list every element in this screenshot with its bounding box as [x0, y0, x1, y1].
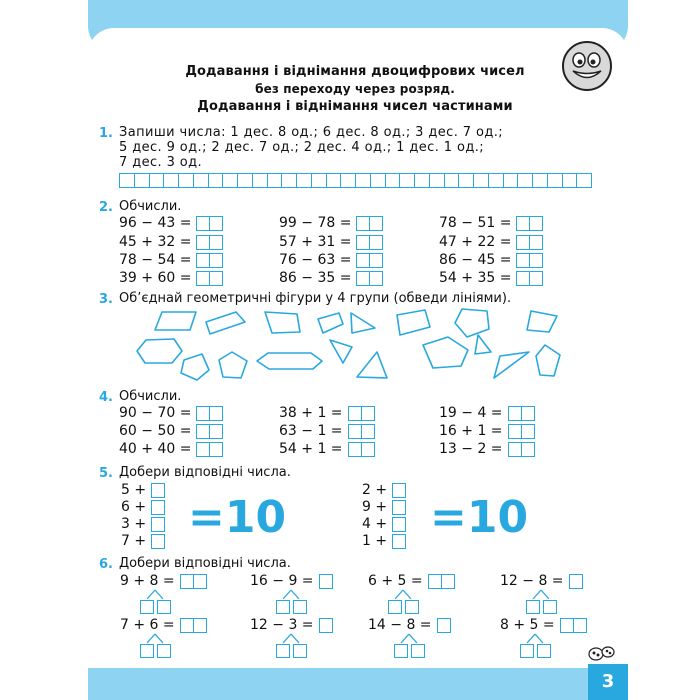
example-row	[439, 405, 534, 421]
expression-text: 1 +	[362, 533, 388, 549]
expression-text: 57 + 31 =	[279, 234, 352, 250]
answer-box-two-digit[interactable]	[516, 235, 542, 250]
answer-box-two-digit[interactable]	[428, 574, 454, 589]
answer-box[interactable]	[437, 618, 451, 633]
example-row	[119, 405, 222, 421]
example-row	[119, 215, 222, 231]
addend-row	[362, 482, 406, 498]
task-6-number: 6.	[99, 557, 113, 572]
decomposition-branch	[520, 634, 550, 644]
part-box[interactable]	[293, 644, 307, 658]
part-box[interactable]	[140, 644, 154, 658]
part-box[interactable]	[388, 600, 402, 614]
part-box[interactable]	[537, 644, 551, 658]
example-row	[279, 252, 382, 268]
answer-box-two-digit[interactable]	[356, 216, 382, 231]
addend-row	[121, 499, 165, 515]
expression-text: 16 + 1 =	[439, 423, 503, 439]
decomposition-branch	[388, 590, 418, 600]
answer-box-two-digit[interactable]	[356, 235, 382, 250]
sum-equals-ten-left: =10	[188, 492, 287, 543]
expression-text: 19 − 4 =	[439, 405, 503, 421]
answer-box-two-digit[interactable]	[348, 406, 374, 421]
answer-box-two-digit[interactable]	[516, 253, 542, 268]
example-row	[279, 270, 382, 286]
answer-box-two-digit[interactable]	[180, 574, 206, 589]
part-box[interactable]	[394, 644, 408, 658]
decomposition-branch	[526, 590, 556, 600]
addend-row	[362, 499, 406, 515]
part-box[interactable]	[293, 600, 307, 614]
expression-text: 14 − 8 =	[368, 617, 432, 633]
addend-row	[362, 533, 406, 549]
expression-text: 54 + 1 =	[279, 441, 343, 457]
answer-box-two-digit[interactable]	[180, 618, 206, 633]
expression-text: 99 − 78 =	[279, 215, 352, 231]
expression-text: 90 − 70 =	[119, 405, 192, 421]
task-5-instruction: Добери відповідні числа.	[119, 465, 291, 480]
task-2-number: 2.	[99, 200, 113, 215]
task-1-line-1: Запиши числа: 1 дес. 8 од.; 6 дес. 8 од.; 3 дес. 7 од.;	[119, 125, 504, 140]
expression-text: 47 + 22 =	[439, 234, 512, 250]
answer-box-two-digit[interactable]	[508, 406, 534, 421]
answer-box-two-digit[interactable]	[356, 253, 382, 268]
expression-text: 12 − 3 =	[250, 617, 314, 633]
sheet	[88, 28, 628, 668]
example-row	[119, 270, 222, 286]
part-box[interactable]	[520, 644, 534, 658]
example-row	[368, 573, 454, 589]
task-1-line-3: 7 дес. 3 од.	[119, 155, 203, 170]
expression-text: 96 − 43 =	[119, 215, 192, 231]
task-5-number: 5.	[99, 466, 113, 481]
part-box[interactable]	[276, 644, 290, 658]
bottom-decor-band	[88, 668, 628, 700]
answer-box[interactable]	[392, 534, 406, 549]
example-row	[439, 441, 534, 457]
example-row	[439, 270, 542, 286]
part-box[interactable]	[157, 600, 171, 614]
answer-box-two-digit[interactable]	[196, 424, 222, 439]
example-row	[250, 617, 333, 633]
decomposition-branch	[140, 590, 170, 600]
example-row	[119, 252, 222, 268]
part-box[interactable]	[276, 600, 290, 614]
task-4-number: 4.	[99, 390, 113, 405]
example-row	[120, 617, 206, 633]
example-row	[279, 405, 374, 421]
answer-box[interactable]	[392, 517, 406, 532]
part-box[interactable]	[543, 600, 557, 614]
answer-box-two-digit[interactable]	[516, 271, 542, 286]
expression-text: 40 + 40 =	[119, 441, 192, 457]
expression-text: 38 + 1 =	[279, 405, 343, 421]
decomposition-branch	[394, 634, 424, 644]
addend-row	[121, 516, 165, 532]
part-box[interactable]	[405, 600, 419, 614]
example-row	[250, 573, 333, 589]
example-row	[500, 617, 586, 633]
expression-text: 13 − 2 =	[439, 441, 503, 457]
expression-text: 6 + 5 =	[368, 573, 423, 589]
answer-box-two-digit[interactable]	[196, 216, 222, 231]
expression-text: 12 − 8 =	[500, 573, 564, 589]
answer-box-two-digit[interactable]	[196, 235, 222, 250]
answer-box[interactable]	[151, 500, 165, 515]
expression-text: 76 − 63 =	[279, 252, 352, 268]
page-number: 3	[588, 664, 628, 700]
addend-row	[362, 516, 406, 532]
example-row	[439, 215, 542, 231]
expression-text: 86 − 45 =	[439, 252, 512, 268]
task-1-number: 1.	[99, 126, 113, 141]
example-row	[279, 423, 374, 439]
answer-box-two-digit[interactable]	[356, 271, 382, 286]
expression-text: 7 + 6 =	[120, 617, 175, 633]
part-box[interactable]	[140, 600, 154, 614]
decomposition-branch	[140, 634, 170, 644]
example-row	[119, 423, 222, 439]
answer-box[interactable]	[569, 574, 583, 589]
task-4-instruction: Обчисли.	[119, 389, 182, 404]
task-3-number: 3.	[99, 292, 113, 307]
example-row	[119, 234, 222, 250]
expression-text: 5 +	[121, 482, 147, 498]
answer-box[interactable]	[392, 483, 406, 498]
task-6-instruction: Добери відповідні числа.	[119, 556, 291, 571]
answer-cell-strip[interactable]	[119, 173, 591, 189]
example-row	[500, 573, 583, 589]
answer-box-two-digit[interactable]	[196, 271, 222, 286]
expression-text: 78 − 51 =	[439, 215, 512, 231]
answer-box[interactable]	[319, 574, 333, 589]
answer-box[interactable]	[319, 618, 333, 633]
decomposition-branch	[276, 590, 306, 600]
addend-row	[121, 533, 165, 549]
answer-box[interactable]	[392, 500, 406, 515]
expression-text: 39 + 60 =	[119, 270, 192, 286]
answer-box-two-digit[interactable]	[508, 442, 534, 457]
task-1-line-2: 5 дес. 9 од.; 2 дес. 7 од.; 2 дес. 4 од.; 1 дес. 1 од.;	[119, 140, 485, 155]
expression-text: 54 + 35 =	[439, 270, 512, 286]
task-2-instruction: Обчисли.	[119, 199, 182, 214]
expression-text: 16 − 9 =	[250, 573, 314, 589]
expression-text: 7 +	[121, 533, 147, 549]
expression-text: 9 + 8 =	[120, 573, 175, 589]
example-row	[279, 215, 382, 231]
expression-text: 6 +	[121, 499, 147, 515]
title-line-1: Додавання і віднімання двоцифрових чисел	[185, 64, 525, 79]
addend-row	[121, 482, 165, 498]
answer-box-two-digit[interactable]	[348, 424, 374, 439]
expression-text: 45 + 32 =	[119, 234, 192, 250]
example-row	[279, 234, 382, 250]
answer-box[interactable]	[151, 534, 165, 549]
example-row	[120, 573, 206, 589]
part-box[interactable]	[411, 644, 425, 658]
ladybug-icon	[586, 642, 616, 662]
title-line-3: Додавання і віднімання чисел частинами	[197, 99, 513, 114]
expression-text: 4 +	[362, 516, 388, 532]
answer-box-two-digit[interactable]	[516, 216, 542, 231]
title-line-2: без переходу через розряд.	[255, 82, 455, 96]
decomposition-branch	[276, 634, 306, 644]
answer-box[interactable]	[151, 517, 165, 532]
expression-text: 63 − 1 =	[279, 423, 343, 439]
task-3-instruction: Об’єднай геометричні фігури у 4 групи (обведи лініями).	[119, 291, 512, 306]
answer-box-two-digit[interactable]	[560, 618, 586, 633]
example-row	[439, 234, 542, 250]
example-row	[439, 423, 534, 439]
example-row	[279, 441, 374, 457]
answer-box-two-digit[interactable]	[196, 442, 222, 457]
sum-equals-ten-right: =10	[430, 492, 529, 543]
answer-box-two-digit[interactable]	[508, 424, 534, 439]
answer-box[interactable]	[151, 483, 165, 498]
example-row	[368, 617, 451, 633]
expression-text: 2 +	[362, 482, 388, 498]
answer-box-two-digit[interactable]	[196, 253, 222, 268]
example-row	[439, 252, 542, 268]
part-box[interactable]	[157, 644, 171, 658]
expression-text: 9 +	[362, 499, 388, 515]
expression-text: 8 + 5 =	[500, 617, 555, 633]
expression-text: 78 − 54 =	[119, 252, 192, 268]
example-row	[119, 441, 222, 457]
expression-text: 60 − 50 =	[119, 423, 192, 439]
part-box[interactable]	[526, 600, 540, 614]
answer-box-two-digit[interactable]	[196, 406, 222, 421]
expression-text: 3 +	[121, 516, 147, 532]
answer-box-two-digit[interactable]	[348, 442, 374, 457]
expression-text: 86 − 35 =	[279, 270, 352, 286]
